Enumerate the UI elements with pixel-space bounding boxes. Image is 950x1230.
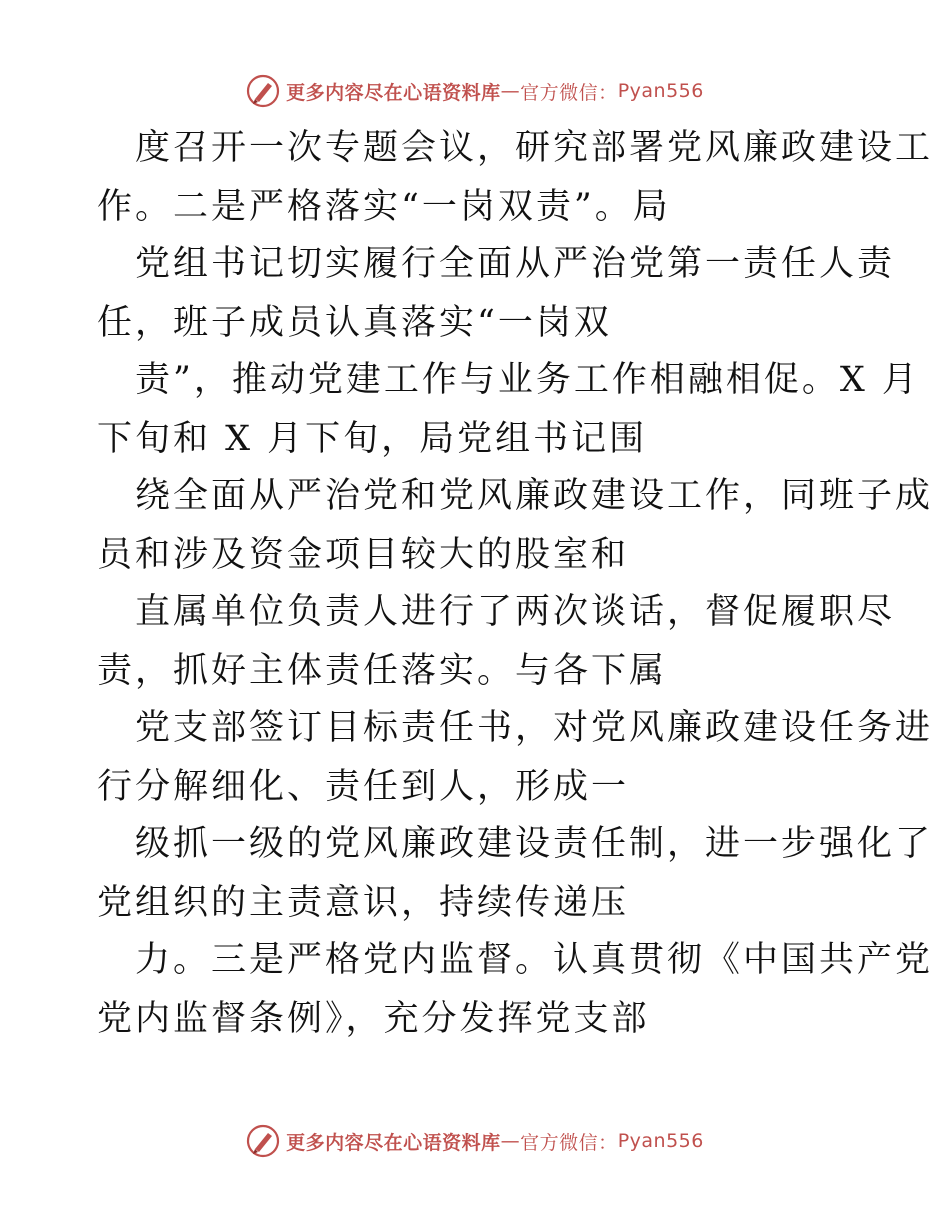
watermark-separator: — xyxy=(500,1130,521,1152)
pen-logo-icon xyxy=(246,1124,280,1158)
body-line: 党支部签订目标责任书，对党风廉政建设任务进 xyxy=(135,708,934,748)
footer-watermark xyxy=(0,1121,950,1161)
body-line: 责”，推动党建工作与业务工作相融相促。X 月 xyxy=(135,360,920,400)
watermark-text: 更多内容尽在心语资料库 xyxy=(286,1131,501,1154)
watermark-wechat-label: 官方微信： xyxy=(520,81,618,104)
body-line: 党内监督条例》，充分发挥党支部 xyxy=(97,999,650,1039)
body-line: 下旬和 X 月下旬，局党组书记围 xyxy=(97,419,648,459)
body-line: 直属单位负责人进行了两次谈话，督促履职尽 xyxy=(135,592,896,632)
watermark-wechat-label: 官方微信： xyxy=(520,1131,618,1154)
body-line: 绕全面从严治党和党风廉政建设工作，同班子成 xyxy=(135,476,934,516)
body-line: 行分解细化、责任到人，形成一 xyxy=(97,767,630,807)
body-line: 级抓一级的党风廉政建设责任制，进一步强化了 xyxy=(135,824,934,864)
watermark-wechat-id: Pyan556 xyxy=(617,1130,704,1152)
body-line: 任，班子成员认真落实“一岗双 xyxy=(97,303,612,343)
body-line: 力。三是严格党内监督。认真贯彻《中国共产党 xyxy=(135,940,934,980)
watermark-wechat-id: Pyan556 xyxy=(617,80,704,102)
body-line: 党组书记切实履行全面从严治党第一责任人责 xyxy=(135,244,896,284)
watermark-separator: — xyxy=(500,80,521,102)
watermark-text: 更多内容尽在心语资料库 xyxy=(286,81,501,104)
body-line: 党组织的主责意识，持续传递压 xyxy=(97,883,630,923)
body-line: 度召开一次专题会议，研究部署党风廉政建设工 xyxy=(135,128,934,168)
body-line: 责，抓好主体责任落实。与各下属 xyxy=(97,651,668,691)
body-line: 作。二是严格落实“一岗双责”。局 xyxy=(97,187,671,227)
body-line: 员和涉及资金项目较大的股室和 xyxy=(97,535,630,575)
